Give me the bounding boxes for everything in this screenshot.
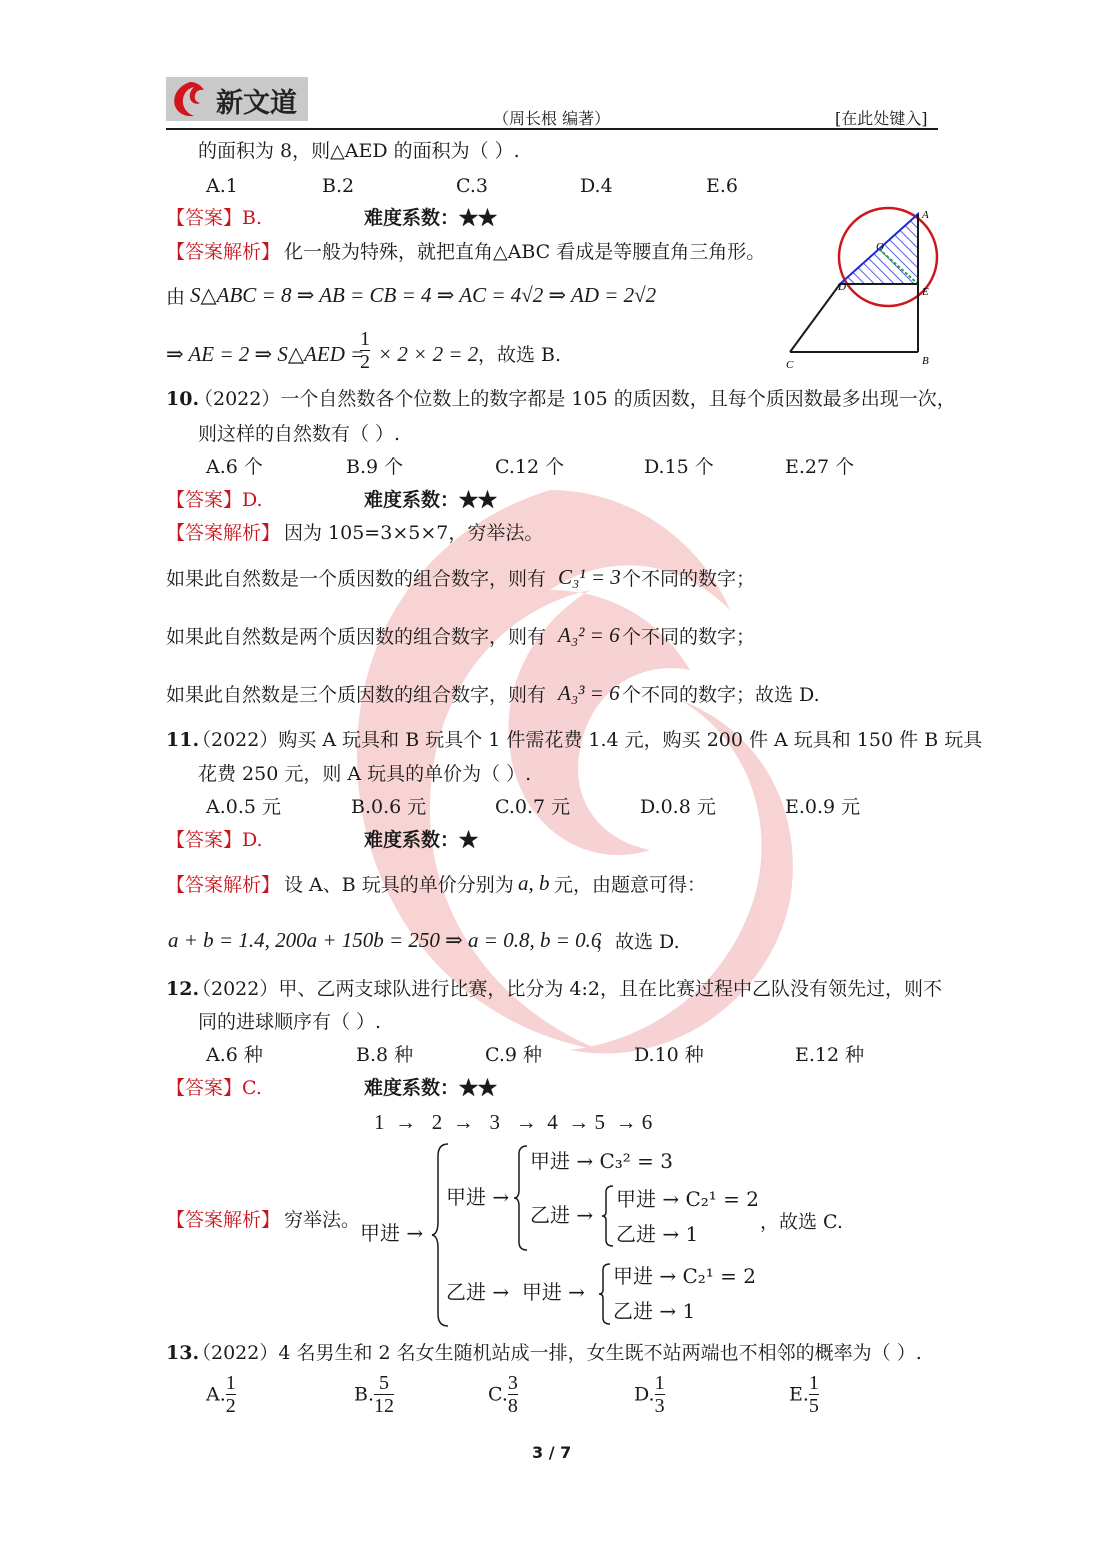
q9-eq2-tail: ，故选 B.	[478, 344, 562, 366]
q10-line-2-a: 如果此自然数是两个质因数的组合数字，则有	[166, 626, 547, 648]
q11-stem-2: 花费 250 元，则 A 玩具的单价为（ ）.	[198, 763, 532, 785]
q12-option-b: B.8 种	[356, 1044, 414, 1066]
q10-option-d: D.15 个	[644, 456, 714, 478]
q13-option-d-num: 1	[654, 1372, 665, 1394]
q12-brace-3	[601, 1184, 615, 1248]
q12-option-d: D.10 种	[634, 1044, 704, 1066]
q10-line-1-a: 如果此自然数是一个质因数的组合数字，则有	[166, 568, 547, 590]
q9-stem-cont: 的面积为 8，则△AED 的面积为（ ）.	[198, 140, 520, 162]
q12-tree-l3b: 乙进 → 1	[616, 1222, 699, 1246]
q12-tree-l2b: 乙进 →	[530, 1203, 594, 1227]
q13-option-d	[634, 1372, 665, 1417]
q10-line-2-math: A₃² = 6	[558, 623, 620, 647]
q12-tail: ，故选 C.	[760, 1211, 843, 1233]
q13-option-e	[789, 1372, 819, 1417]
header-rule	[166, 128, 938, 130]
q9-option-b: B.2	[322, 175, 355, 197]
q13-option-a-num: 1	[225, 1372, 236, 1394]
q11-equation: a + b = 1.4, 200a + 150b = 250 ⇒ a = 0.8, b = 0.6	[168, 928, 602, 952]
header-logo	[166, 77, 308, 121]
q10-analysis-tag: 【答案解析】	[166, 522, 281, 544]
q13-option-e-den: 5	[808, 1395, 819, 1417]
q9-analysis-tag: 【答案解析】	[166, 241, 281, 263]
q12-stem-1: （2022）甲、乙两支球队进行比赛，比分为 4:2，且在比赛过程中乙队没有领先过，则不	[192, 978, 942, 1000]
q10-answer: 【答案】D.	[166, 489, 263, 511]
q12-analysis-text: 穷举法。	[284, 1209, 361, 1231]
q13-option-e-num: 1	[808, 1372, 819, 1394]
q9-eq2-frac	[360, 328, 370, 373]
q11-number: 11.	[166, 729, 200, 751]
q13-option-c-den: 8	[507, 1395, 518, 1417]
q10-analysis-text: 因为 105=3×5×7，穷举法。	[284, 522, 544, 544]
q10-line-3-a: 如果此自然数是三个质因数的组合数字，则有	[166, 684, 547, 706]
q10-line-1-math: C₃¹ = 3	[558, 565, 621, 589]
q9-difficulty: 难度系数：★★	[364, 207, 498, 229]
q13-option-c	[488, 1372, 518, 1417]
q9-geometry-figure	[780, 200, 950, 375]
q13-stem: （2022）4 名男生和 2 名女生随机站成一排，女生既不站两端也不相邻的概率为（ ）.	[192, 1342, 922, 1364]
q11-option-d: D.0.8 元	[640, 796, 716, 818]
label-e: E	[922, 286, 929, 298]
q12-difficulty: 难度系数：★★	[364, 1077, 498, 1099]
q10-stem-2: 则这样的自然数有（ ）.	[198, 423, 401, 445]
q9-eq2-den: 2	[360, 351, 370, 373]
q12-tree-l2a: 甲进 → C₃² = 3	[530, 1149, 674, 1173]
q11-analysis-b: 元，由题意可得：	[554, 874, 707, 896]
header-author: （周长根 编著）	[493, 109, 611, 128]
q12-brace-2	[513, 1144, 529, 1252]
q12-tree-root: 甲进 →	[360, 1221, 424, 1245]
q13-number: 13.	[166, 1342, 200, 1364]
q11-option-e: E.0.9 元	[785, 796, 861, 818]
q9-option-c: C.3	[456, 175, 488, 197]
q10-stem-1: （2022）一个自然数各个位数上的数字都是 105 的质因数，且每个质因数最多出现一次，	[194, 388, 956, 410]
q12-tree-l4a: 甲进 → C₂¹ = 2	[613, 1264, 757, 1288]
q13-option-c-label: C.	[488, 1383, 508, 1406]
page-number: 3 / 7	[532, 1443, 572, 1462]
q11-equation-tail: ，故选 D.	[596, 931, 680, 953]
q11-analysis-tag: 【答案解析】	[166, 874, 281, 896]
q12-option-a: A.6 种	[206, 1044, 263, 1066]
q13-option-b-num: 5	[379, 1372, 390, 1394]
q9-option-d: D.4	[580, 175, 613, 197]
q10-option-e: E.27 个	[785, 456, 855, 478]
q10-line-3-b: 个不同的数字；故选 D.	[622, 684, 820, 706]
label-b: B	[922, 355, 929, 367]
q12-tree-l1a: 甲进 →	[446, 1185, 510, 1209]
q9-answer: 【答案】B.	[166, 207, 263, 229]
q13-option-c-num: 3	[507, 1372, 518, 1394]
q9-option-a: A.1	[206, 175, 238, 197]
q11-analysis-math: a, b	[518, 871, 550, 895]
q11-option-c: C.0.7 元	[495, 796, 571, 818]
label-a: A	[922, 209, 929, 221]
q12-stem-2: 同的进球顺序有（ ）.	[198, 1011, 382, 1033]
q9-eq2-num: 1	[360, 328, 370, 350]
q12-option-c: C.9 种	[485, 1044, 543, 1066]
q11-option-b: B.0.6 元	[351, 796, 427, 818]
q9-eq2-a: ⇒ AE = 2 ⇒ S△AED =	[166, 342, 365, 366]
label-c: C	[786, 359, 794, 371]
q12-tree-l4b: 乙进 → 1	[613, 1299, 696, 1323]
q10-line-2-b: 个不同的数字；	[622, 626, 756, 648]
q12-tree-l1b: 乙进 → 甲进 →	[446, 1280, 585, 1304]
q11-difficulty: 难度系数：★	[364, 829, 479, 851]
q10-line-3-math: A₃³ = 6	[558, 681, 620, 705]
q9-analysis-text: 化一般为特殊，就把直角△ABC 看成是等腰直角三角形。	[284, 241, 766, 263]
q9-eq2-b: × 2 × 2 = 2	[378, 342, 479, 366]
q13-option-b	[354, 1372, 394, 1417]
logo-text: 新文道	[216, 88, 297, 119]
q12-sequence: 1 → 2 → 3 → 4 → 5 → 6	[374, 1110, 653, 1134]
logo-flame-icon	[170, 80, 210, 118]
q11-answer: 【答案】D.	[166, 829, 263, 851]
q12-option-e: E.12 种	[795, 1044, 865, 1066]
q12-brace-4	[598, 1262, 612, 1326]
q13-option-a-label: A.	[206, 1383, 226, 1406]
q12-tree-l3a: 甲进 → C₂¹ = 2	[616, 1187, 760, 1211]
label-d: D	[838, 281, 846, 293]
q10-difficulty: 难度系数：★★	[364, 489, 498, 511]
q12-number: 12.	[166, 978, 200, 1000]
q10-option-c: C.12 个	[495, 456, 565, 478]
q13-option-a-den: 2	[225, 1395, 236, 1417]
q9-eq1: S△ABC = 8 ⇒ AB = CB = 4 ⇒ AC = 4√2 ⇒ AD = 2√2	[190, 283, 657, 307]
q13-option-a	[206, 1372, 236, 1417]
q13-option-d-label: D.	[634, 1383, 655, 1406]
q12-analysis-tag: 【答案解析】	[166, 1209, 281, 1231]
header-placeholder: [在此处键入]	[835, 109, 928, 128]
q10-number: 10.	[166, 388, 200, 410]
q13-option-b-label: B.	[354, 1383, 375, 1406]
q10-option-a: A.6 个	[206, 456, 263, 478]
q12-answer: 【答案】C.	[166, 1077, 262, 1099]
q11-stem-1: （2022）购买 A 玩具和 B 玩具个 1 件需花费 1.4 元，购买 200 件 A 玩具和 150 件 B 玩具	[192, 729, 983, 751]
q10-option-b: B.9 个	[346, 456, 404, 478]
q13-option-d-den: 3	[654, 1395, 665, 1417]
q13-option-b-den: 12	[374, 1395, 395, 1417]
q9-option-e: E.6	[706, 175, 738, 197]
q11-analysis-a: 设 A、B 玩具的单价分别为	[284, 874, 514, 896]
label-o: O	[876, 241, 884, 253]
q10-line-1-b: 个不同的数字；	[622, 568, 756, 590]
q13-option-e-label: E.	[789, 1383, 809, 1406]
q11-option-a: A.0.5 元	[206, 796, 282, 818]
q9-eq1-prefix: 由	[166, 286, 186, 308]
